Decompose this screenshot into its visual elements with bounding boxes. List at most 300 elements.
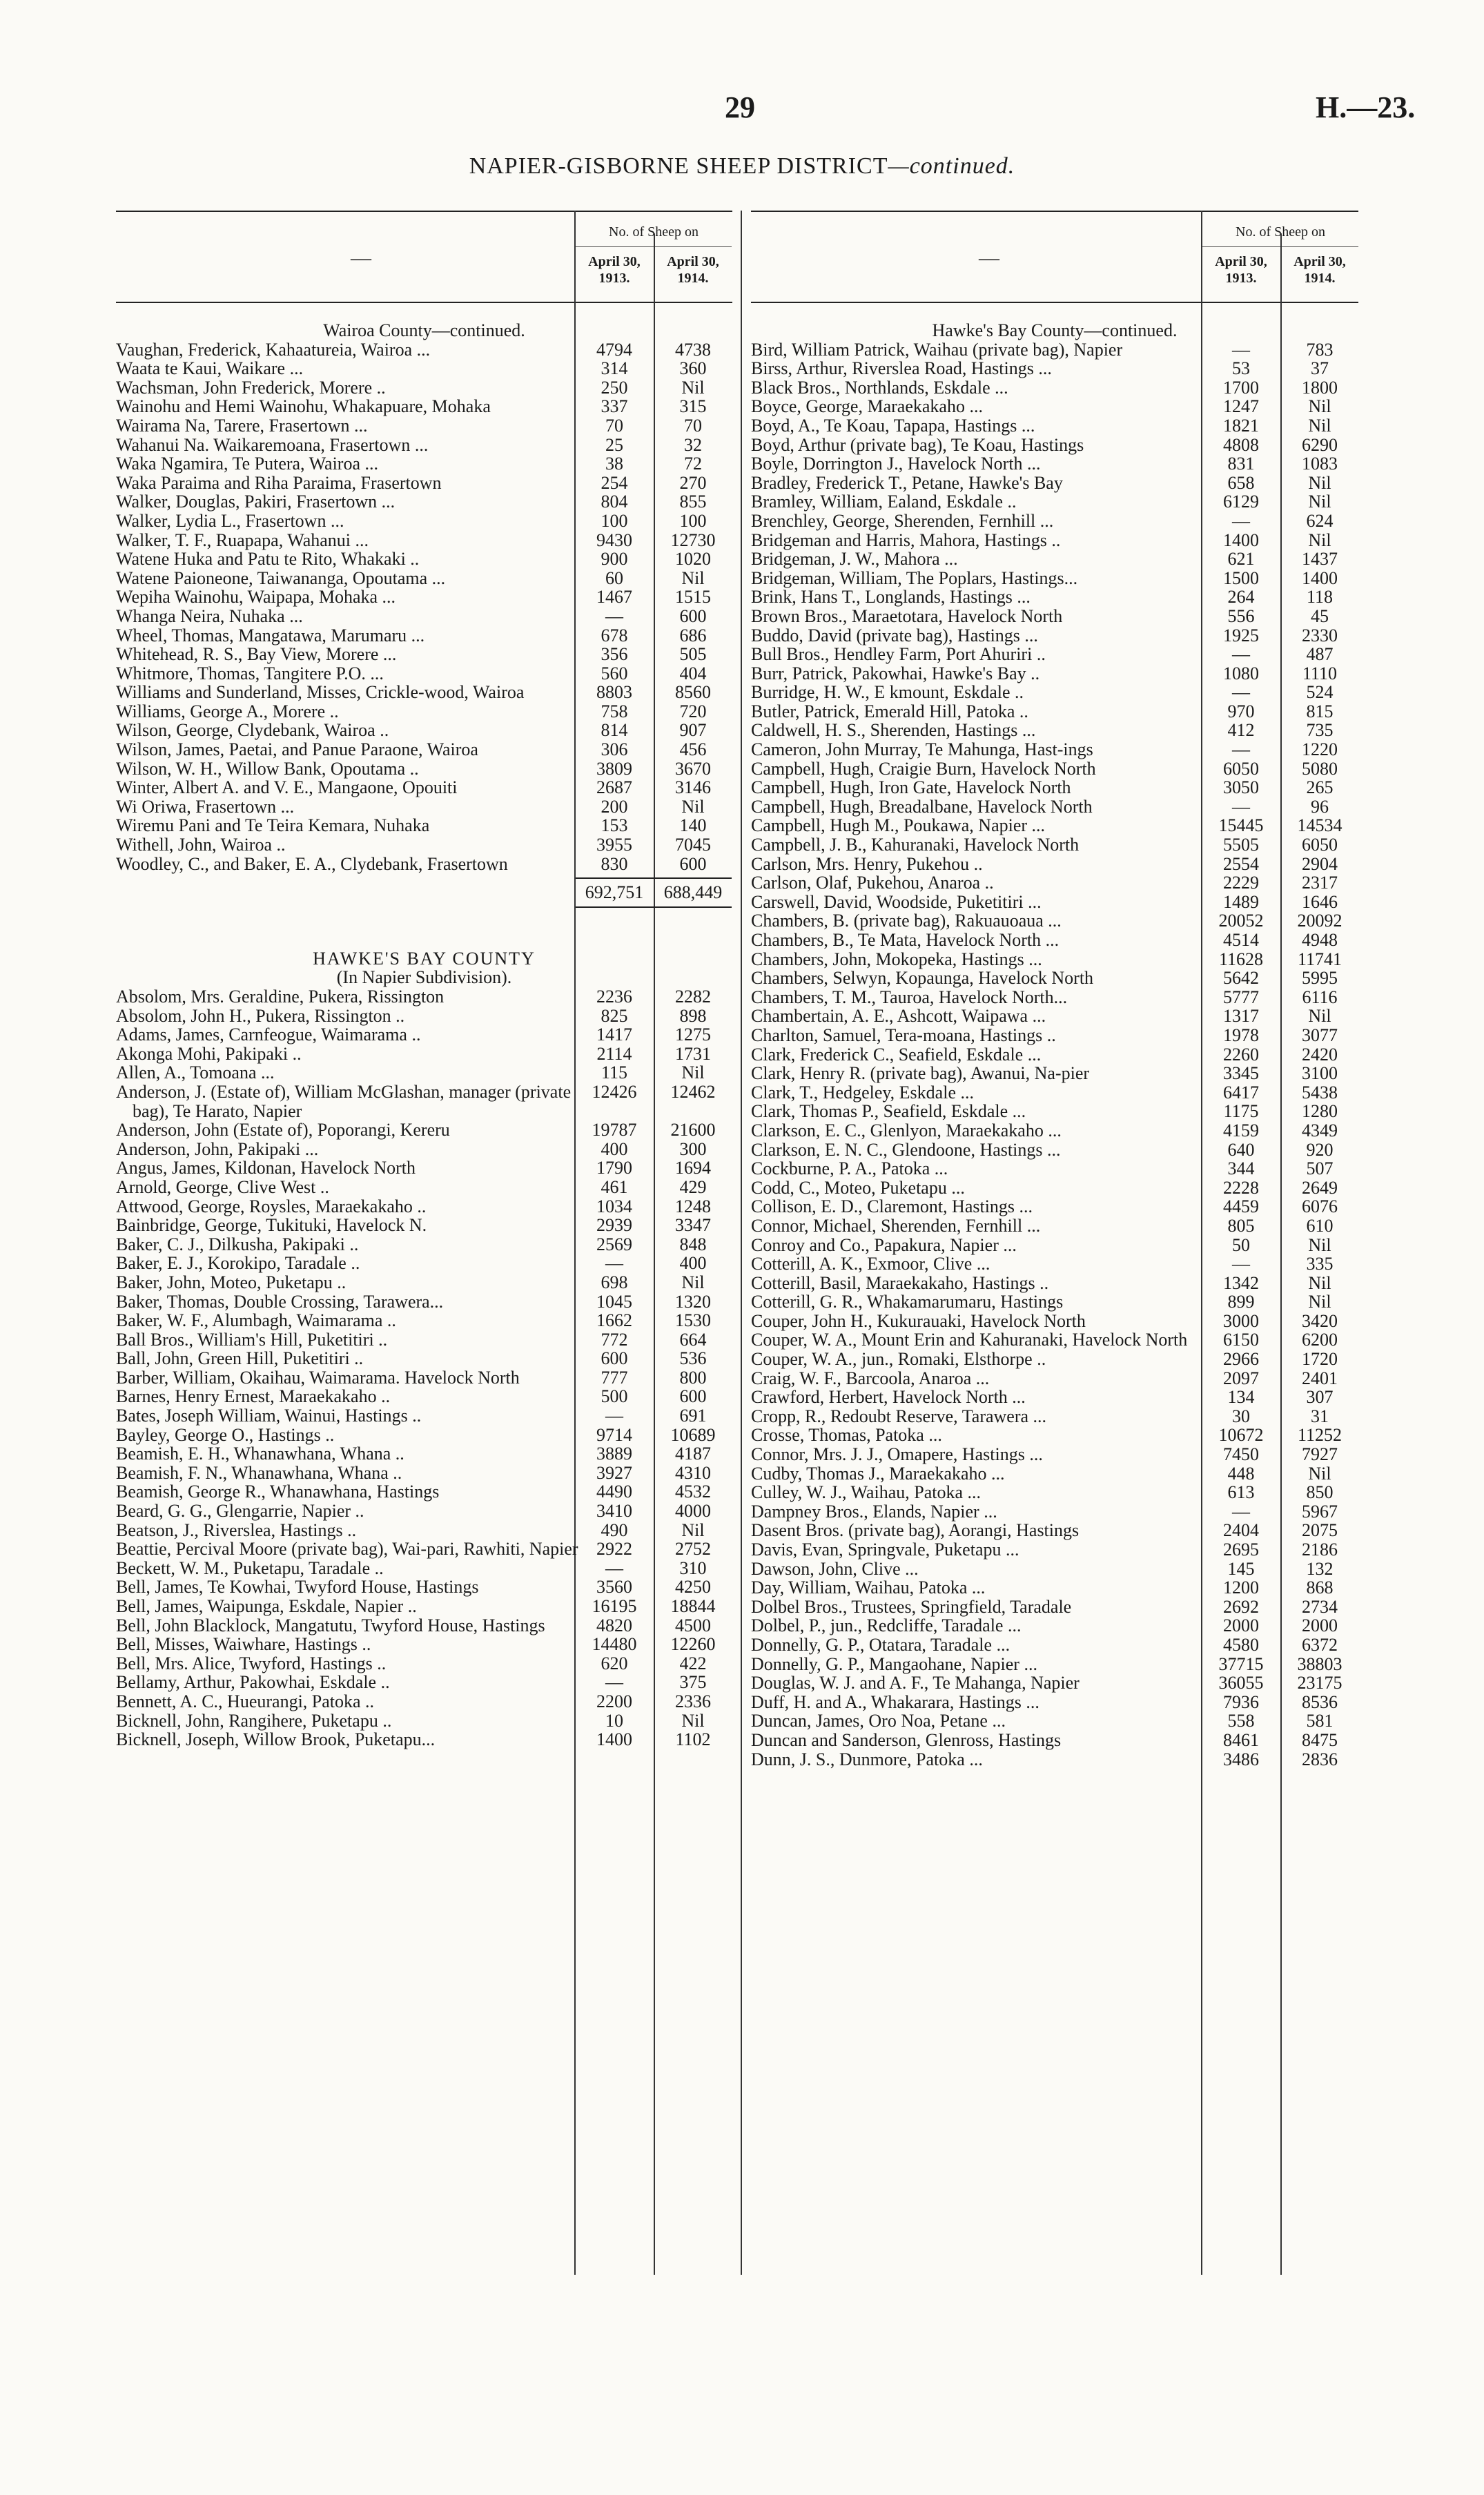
table-row	[116, 759, 732, 779]
sheep-1913: 200	[601, 796, 628, 817]
sheep-1914: 400	[679, 1253, 707, 1274]
owner-name: Bicknell, Joseph, Willow Brook, Puketapu...	[116, 1729, 436, 1750]
table-row	[116, 416, 732, 436]
owner-name: Carlson, Olaf, Pukehou, Anaroa ..	[751, 873, 994, 893]
sheep-1913: 3050	[1223, 777, 1259, 798]
owner-name: Couper, John H., Kukurauaki, Havelock North	[751, 1310, 1086, 1331]
owner-name: Douglas, W. J. and A. F., Te Mahanga, Napier	[751, 1673, 1080, 1693]
sheep-1914: Nil	[1308, 1292, 1331, 1312]
title-prefix: NAPIER-GISBORNE SHEEP DISTRICT	[469, 153, 888, 179]
sheep-1914: 3670	[675, 758, 711, 779]
totals-rule	[116, 902, 732, 912]
sheep-1914: 12462	[670, 1081, 716, 1102]
sheep-1913: 254	[601, 472, 628, 493]
section-subheading: (In Napier Subdivision).	[336, 967, 512, 988]
owner-name: Beamish, E. H., Whanawhana, Whana ..	[116, 1444, 404, 1464]
year-1913-header	[1202, 253, 1280, 287]
sheep-1914: 1731	[675, 1043, 711, 1064]
sheep-1914: Nil	[681, 1272, 705, 1292]
owner-name: Dampney Bros., Elands, Napier ...	[751, 1501, 997, 1522]
sheep-1913: 20052	[1218, 911, 1264, 931]
owner-name: Dunn, J. S., Dunmore, Patoka ...	[751, 1749, 983, 1769]
owner-name: Waka Paraima and Riha Paraima, Frasertown	[116, 472, 442, 493]
sheep-1914: 265	[1306, 777, 1334, 798]
owner-name: Waka Ngamira, Te Putera, Wairoa ...	[116, 454, 379, 474]
owner-name: Brown Bros., Maraetotara, Havelock North	[751, 605, 1063, 626]
owner-name: Clark, Frederick C., Seafield, Eskdale ...	[751, 1044, 1042, 1065]
table-row	[751, 1616, 1358, 1635]
table-row	[751, 1711, 1358, 1731]
sheep-1913: 4459	[1223, 1196, 1259, 1217]
sheep-1914: 3100	[1302, 1063, 1338, 1084]
sheep-1913: 1080	[1223, 663, 1259, 683]
sheep-1913: 37715	[1218, 1653, 1264, 1674]
page-number: 29	[725, 90, 755, 124]
sheep-1913: 2260	[1223, 1044, 1259, 1065]
sheep-1914: 2282	[675, 987, 711, 1007]
table-row	[116, 855, 732, 874]
owner-name: Bellamy, Arthur, Pakowhai, Eskdale ..	[116, 1672, 390, 1693]
sheep-1913: 145	[1227, 1558, 1255, 1579]
owner-name: Clark, T., Hedgeley, Eskdale ...	[751, 1082, 974, 1103]
table-row	[751, 1140, 1358, 1160]
sheep-1913: 3345	[1223, 1063, 1259, 1084]
owner-name: Arnold, George, Clive West ..	[116, 1176, 329, 1197]
sheep-1913: 1790	[596, 1158, 632, 1178]
sheep-1914: Nil	[681, 1520, 705, 1540]
owner-name: Cockburne, P. A., Patoka ...	[751, 1158, 948, 1179]
owner-name: Wiremu Pani and Te Teira Kemara, Nuhaka	[116, 815, 430, 836]
sheep-1913: 100	[601, 510, 628, 531]
table-row	[751, 454, 1358, 474]
table-row	[751, 1598, 1358, 1617]
owner-name: Bates, Joseph William, Wainui, Hastings ..	[116, 1406, 422, 1426]
owner-name: Chambers, John, Mokopeka, Hastings ...	[751, 949, 1042, 969]
table-row	[751, 1216, 1358, 1236]
table-row	[751, 397, 1358, 416]
table-row	[751, 588, 1358, 607]
sheep-1914: 4500	[675, 1615, 711, 1635]
owner-name: Williams and Sunderland, Misses, Crickle-wood, Wairoa	[116, 682, 525, 703]
sheep-1914: 610	[1306, 1215, 1334, 1236]
sheep-1913: 2000	[1223, 1615, 1259, 1636]
owner-name: Waata te Kaui, Waikare ...	[116, 358, 304, 379]
sheep-1913: 461	[601, 1176, 628, 1197]
owner-name: Woodley, C., and Baker, E. A., Clydebank, Frasertown	[116, 853, 508, 874]
sheep-1913: 698	[601, 1272, 628, 1292]
owner-name: Anderson, John, Pakipaki ...	[116, 1138, 319, 1159]
sheep-count-header: No. of Sheep on	[1236, 224, 1325, 240]
sheep-1914: 815	[1306, 701, 1334, 721]
year-1913-line2: 1913.	[598, 271, 630, 286]
sheep-1913: 4820	[596, 1615, 632, 1635]
owner-name: Clark, Henry R. (private bag), Awanui, Na-pier	[751, 1063, 1090, 1084]
right-column	[751, 211, 1358, 2275]
sheep-1913: 620	[601, 1653, 628, 1673]
sheep-1913: 1400	[1223, 530, 1259, 550]
table-row	[751, 835, 1358, 855]
sheep-1913: 556	[1227, 605, 1255, 626]
sheep-1913: 3000	[1223, 1310, 1259, 1331]
year-1914-line2: 1914.	[1304, 271, 1336, 286]
table-row	[116, 569, 732, 588]
table-row	[116, 1349, 732, 1368]
sheep-1913: 4808	[1223, 434, 1259, 455]
sheep-1913: 250	[601, 377, 628, 398]
sheep-1913: 3410	[596, 1501, 632, 1522]
sheep-1913: 53	[1232, 358, 1250, 379]
owner-name: Allen, A., Tomoana ...	[116, 1062, 275, 1083]
sheep-1914: 31	[1311, 1406, 1329, 1426]
sheep-1914: 4000	[675, 1501, 711, 1522]
sheep-1914: 1694	[675, 1158, 711, 1178]
sheep-1913: 2097	[1223, 1368, 1259, 1388]
header-bottom-rule	[751, 302, 1358, 303]
table-row	[751, 988, 1358, 1007]
table-row	[751, 436, 1358, 455]
sheep-1914: 1220	[1302, 739, 1338, 760]
owner-name: Bicknell, John, Rangihere, Puketapu ..	[116, 1710, 392, 1731]
table-row	[751, 1483, 1358, 1502]
sheep-1914: Nil	[681, 1710, 705, 1731]
owner-name: Bainbridge, George, Tukituki, Havelock N.	[116, 1215, 427, 1236]
sheep-1913: —	[605, 1253, 623, 1274]
sheep-1914: Nil	[681, 567, 705, 588]
sheep-1913: 1978	[1223, 1025, 1259, 1045]
table-row	[751, 416, 1358, 436]
owner-name: Baker, Thomas, Double Crossing, Tarawera...	[116, 1291, 444, 1312]
table-row	[116, 1273, 732, 1292]
sheep-1913: 153	[601, 815, 628, 836]
table-row	[116, 1692, 732, 1711]
table-row	[751, 683, 1358, 702]
year-1913-header	[576, 253, 653, 287]
owner-name: Absolom, Mrs. Geraldine, Pukera, Rissington	[116, 987, 445, 1007]
sheep-1913: 831	[1227, 454, 1255, 474]
owner-name: Baker, E. J., Korokipo, Taradale ..	[116, 1253, 360, 1274]
owner-name: Bridgeman, William, The Poplars, Hastings...	[751, 567, 1078, 588]
sheep-1913: —	[605, 1406, 623, 1426]
sheep-1914: 2401	[1302, 1368, 1338, 1388]
owner-name: Brenchley, George, Sherenden, Fernhill ...	[751, 510, 1054, 531]
table-row	[116, 512, 732, 531]
sheep-1914: 8560	[675, 682, 711, 703]
sheep-1914: 1102	[675, 1729, 711, 1750]
table-row	[751, 664, 1358, 683]
year-1913-line2: 1913.	[1225, 271, 1257, 286]
table-row	[751, 759, 1358, 779]
table-row	[116, 1482, 732, 1502]
owner-name: Beattie, Percival Moore (private bag), Wai-pari, Rawhiti, Napier	[116, 1539, 578, 1560]
sheep-1914: 335	[1306, 1254, 1334, 1274]
owner-name: Bell, John Blacklock, Mangatutu, Twyford House, Hastings	[116, 1615, 545, 1635]
sheep-1914: 2186	[1302, 1540, 1338, 1560]
sheep-1913: 1417	[596, 1025, 632, 1045]
table-row	[116, 1464, 732, 1483]
sheep-1913: 1247	[1223, 396, 1259, 417]
owner-name: Ball, John, Green Hill, Puketitiri ..	[116, 1348, 364, 1369]
sheep-1913: 2228	[1223, 1177, 1259, 1198]
sheep-1913: 356	[601, 644, 628, 665]
sheep-1913: 825	[601, 1005, 628, 1026]
sheep-1913: 9714	[596, 1424, 632, 1445]
owner-name: Caldwell, H. S., Sherenden, Hastings ...	[751, 720, 1036, 741]
sheep-1913: 36055	[1218, 1673, 1264, 1693]
table-row	[751, 1693, 1358, 1712]
sheep-1913: 8803	[596, 682, 632, 703]
sheep-1913: 804	[601, 492, 628, 512]
sheep-1914: 3077	[1302, 1025, 1338, 1045]
sheep-1914: 1437	[1302, 549, 1338, 570]
sheep-1914: 2000	[1302, 1615, 1338, 1636]
sheep-1913: 2236	[596, 987, 632, 1007]
owner-name: Dolbel Bros., Trustees, Springfield, Taradale	[751, 1596, 1072, 1617]
table-row	[116, 588, 732, 607]
table-row	[751, 1102, 1358, 1121]
owner-name: Campbell, Hugh, Craigie Burn, Havelock North	[751, 758, 1096, 779]
owner-name: Wahanui Na. Waikaremoana, Frasertown ...	[116, 434, 429, 455]
owner-name: Donnelly, G. P., Otatara, Taradale ...	[751, 1634, 1011, 1655]
owner-name: Buddo, David (private bag), Hastings ...	[751, 625, 1038, 645]
table-row	[116, 1444, 732, 1464]
sheep-1913: 777	[601, 1367, 628, 1388]
table-row	[116, 359, 732, 378]
owner-name: Dasent Bros. (private bag), Aorangi, Hastings	[751, 1520, 1080, 1541]
sheep-1914: 12260	[670, 1634, 716, 1655]
owner-name: Boyce, George, Maraekakaho ...	[751, 396, 983, 417]
sheep-1914: Nil	[1308, 530, 1331, 550]
year-1913-line1: April 30,	[588, 254, 641, 269]
sheep-1914: 6200	[1302, 1330, 1338, 1350]
left-table-body	[116, 321, 732, 1749]
sheep-1913: 1317	[1223, 1006, 1259, 1027]
sheep-1914: 70	[684, 415, 702, 436]
sheep-1914: 600	[679, 1386, 707, 1407]
owner-name: Campbell, Hugh M., Poukawa, Napier ...	[751, 815, 1046, 836]
table-row	[751, 1330, 1358, 1350]
sheep-1913: 5642	[1223, 968, 1259, 989]
table-row	[116, 1577, 732, 1597]
sheep-1914: 664	[679, 1329, 707, 1350]
sheep-1913: 814	[601, 720, 628, 741]
sheep-1914: Nil	[681, 1062, 705, 1083]
sheep-1914: 2336	[675, 1691, 711, 1711]
table-row	[116, 436, 732, 455]
table-row	[116, 550, 732, 569]
owner-name: Baker, C. J., Dilkusha, Pakipaki ..	[116, 1234, 359, 1254]
sheep-1914: 6372	[1302, 1634, 1338, 1655]
sheep-1913: 1700	[1223, 377, 1259, 398]
owner-name: Boyd, A., Te Koau, Tapapa, Hastings ...	[751, 415, 1035, 436]
sheep-1913: 899	[1227, 1292, 1255, 1312]
sheep-1914: 2649	[1302, 1177, 1338, 1198]
sheep-1913: 970	[1227, 701, 1255, 721]
sheep-1914: 3146	[675, 777, 711, 798]
sheep-1914: 23175	[1297, 1673, 1343, 1693]
sheep-1913: 1925	[1223, 625, 1259, 645]
owner-name: Beamish, George R., Whanawhana, Hastings	[116, 1482, 440, 1502]
sheep-1914: 850	[1306, 1482, 1334, 1503]
sheep-1913: 1400	[596, 1729, 632, 1750]
sheep-1914: 855	[679, 492, 707, 512]
sheep-1913: 1175	[1223, 1101, 1259, 1122]
table-row	[751, 740, 1358, 759]
owner-name: Chambers, T. M., Tauroa, Havelock North...	[751, 987, 1068, 1007]
table-row	[751, 1350, 1358, 1369]
owner-name: Baker, John, Moteo, Puketapu ..	[116, 1272, 346, 1292]
sheep-1913: 25	[605, 434, 623, 455]
table-row	[751, 1197, 1358, 1216]
table-row	[116, 626, 732, 645]
sheep-1913: —	[1232, 796, 1250, 817]
table-row	[116, 1178, 732, 1197]
sheep-1913: 4794	[596, 339, 632, 360]
sheep-1913: 2922	[596, 1539, 632, 1560]
table-row	[751, 474, 1358, 493]
sheep-1914: 1720	[1302, 1349, 1338, 1370]
table-row	[751, 550, 1358, 569]
sheep-1913: 344	[1227, 1158, 1255, 1179]
sheep-1913: 4159	[1223, 1120, 1259, 1140]
table-row	[116, 1083, 732, 1120]
sheep-1913: 4514	[1223, 930, 1259, 950]
owner-name: Watene Huka and Patu te Rito, Whakaki ..	[116, 549, 420, 570]
table-row	[116, 492, 732, 512]
sheep-1913: 2695	[1223, 1540, 1259, 1560]
table-row	[116, 1045, 732, 1064]
table-row	[116, 1216, 732, 1235]
sheep-1913: 5777	[1223, 987, 1259, 1007]
sheep-1914: 360	[679, 358, 707, 379]
sheep-1913: 6050	[1223, 758, 1259, 779]
sheep-1913: 658	[1227, 472, 1255, 493]
year-1914-line1: April 30,	[1293, 254, 1346, 269]
year-1914-line2: 1914.	[677, 271, 709, 286]
sheep-1914: 1530	[675, 1310, 711, 1331]
sheep-1914: 3420	[1302, 1310, 1338, 1331]
year-1914-header	[1281, 253, 1358, 287]
table-row	[116, 1654, 732, 1673]
sheep-1914: 691	[679, 1406, 707, 1426]
table-row	[751, 1635, 1358, 1655]
sheep-1914: 11252	[1297, 1425, 1343, 1446]
table-row	[116, 378, 732, 398]
table-row	[116, 1406, 732, 1426]
owner-name: Ball Bros., William's Hill, Puketitiri ..	[116, 1329, 388, 1350]
owner-name: Dolbel, P., jun., Redcliffe, Taradale ...	[751, 1615, 1022, 1636]
owner-name: Akonga Mohi, Pakipaki ..	[116, 1043, 302, 1064]
sheep-1914: 3347	[675, 1215, 711, 1236]
sheep-1913: 772	[601, 1329, 628, 1350]
sheep-1913: 2569	[596, 1234, 632, 1254]
owner-name: Crawford, Herbert, Havelock North ...	[751, 1387, 1026, 1408]
sheep-1913: —	[1232, 644, 1250, 665]
owner-name: Adams, James, Carnfeogue, Waimarama ..	[116, 1025, 421, 1045]
table-row	[751, 531, 1358, 550]
owner-name: Carswell, David, Woodside, Puketitiri ...	[751, 891, 1042, 912]
sheep-1914: 307	[1306, 1387, 1334, 1408]
header-top-rule	[116, 211, 732, 212]
sheep-1913: 500	[601, 1386, 628, 1407]
sheep-1914: 1020	[675, 549, 711, 570]
sheep-1913: 2554	[1223, 853, 1259, 874]
owner-name: Duncan, James, Oro Noa, Petane ...	[751, 1711, 1006, 1731]
table-row	[751, 607, 1358, 626]
sheep-1914: 2420	[1302, 1044, 1338, 1065]
sheep-1913: 448	[1227, 1463, 1255, 1484]
table-row	[116, 1426, 732, 1445]
sheep-1914: 2752	[675, 1539, 711, 1560]
owner-name: Dawson, John, Clive ...	[751, 1558, 919, 1579]
owner-name: Bramley, William, Ealand, Eskdale ..	[751, 492, 1017, 512]
sheep-1913: 2966	[1223, 1349, 1259, 1370]
sheep-1914: 2075	[1302, 1520, 1338, 1541]
sheep-1913: 558	[1227, 1711, 1255, 1731]
table-row	[751, 1178, 1358, 1198]
left-column	[116, 211, 732, 2275]
table-row	[116, 607, 732, 626]
owner-name: Anderson, J. (Estate of), William McGlashan, manager (private bag), Te Harato, Napier	[116, 1081, 572, 1121]
sheep-1914: 868	[1306, 1577, 1334, 1598]
table-row	[116, 1730, 732, 1749]
sheep-1913: 12426	[592, 1081, 637, 1102]
sheep-1914: Nil	[681, 377, 705, 398]
owner-name: Codd, C., Moteo, Puketapu ...	[751, 1177, 965, 1198]
sheep-1914: 10689	[670, 1424, 716, 1445]
owner-name: Burridge, H. W., E kmount, Eskdale ..	[751, 682, 1024, 703]
sheep-1913: 2687	[596, 777, 632, 798]
sheep-1914: 20092	[1297, 911, 1343, 931]
table-row	[116, 1597, 732, 1616]
sheep-1914: 8536	[1302, 1691, 1338, 1712]
owner-name: Birss, Arthur, Riverslea Road, Hastings ...	[751, 358, 1052, 379]
sheep-1914: 6050	[1302, 835, 1338, 855]
sheep-1914: 37	[1311, 358, 1329, 379]
sheep-1913: 2114	[596, 1043, 632, 1064]
sheep-1914: 2317	[1302, 873, 1338, 893]
table-row	[116, 797, 732, 817]
sheep-1914: 38803	[1297, 1653, 1343, 1674]
table-row	[751, 721, 1358, 740]
owner-name: Chambers, B. (private bag), Rakuauoaua ...	[751, 911, 1062, 931]
table-row	[116, 1673, 732, 1692]
sheep-1914: 6116	[1302, 987, 1338, 1007]
sheep-1913: 1662	[596, 1310, 632, 1331]
owner-name: Wachsman, John Frederick, Morere ..	[116, 377, 386, 398]
sheep-1914: 100	[679, 510, 707, 531]
sheep-1913: 6150	[1223, 1330, 1259, 1350]
sheep-1914: 800	[679, 1367, 707, 1388]
sheep-1913: 2692	[1223, 1596, 1259, 1617]
owner-name: Barber, William, Okaihau, Waimarama. Havelock North	[116, 1367, 520, 1388]
table-row	[751, 1369, 1358, 1388]
owner-name: Connor, Michael, Sherenden, Fernhill ...	[751, 1215, 1041, 1236]
table-row	[116, 645, 732, 664]
owner-name: Angus, James, Kildonan, Havelock North	[116, 1158, 416, 1178]
table-row	[751, 1731, 1358, 1750]
sheep-1914: 6076	[1302, 1196, 1338, 1217]
sheep-1913: 6417	[1223, 1082, 1259, 1103]
sheep-1914: 300	[679, 1138, 707, 1159]
owner-name: Campbell, Hugh, Iron Gate, Havelock North	[751, 777, 1071, 798]
sheep-1914: 505	[679, 644, 707, 665]
sheep-1913: 758	[601, 701, 628, 721]
owner-name: Donnelly, G. P., Mangaohane, Napier ...	[751, 1653, 1037, 1674]
sheep-1914: 2904	[1302, 853, 1338, 874]
owner-name: Boyd, Arthur (private bag), Te Koau, Hastings	[751, 434, 1084, 455]
owner-name: Withell, John, Wairoa ..	[116, 835, 286, 855]
sheep-1913: 19787	[592, 1120, 637, 1140]
